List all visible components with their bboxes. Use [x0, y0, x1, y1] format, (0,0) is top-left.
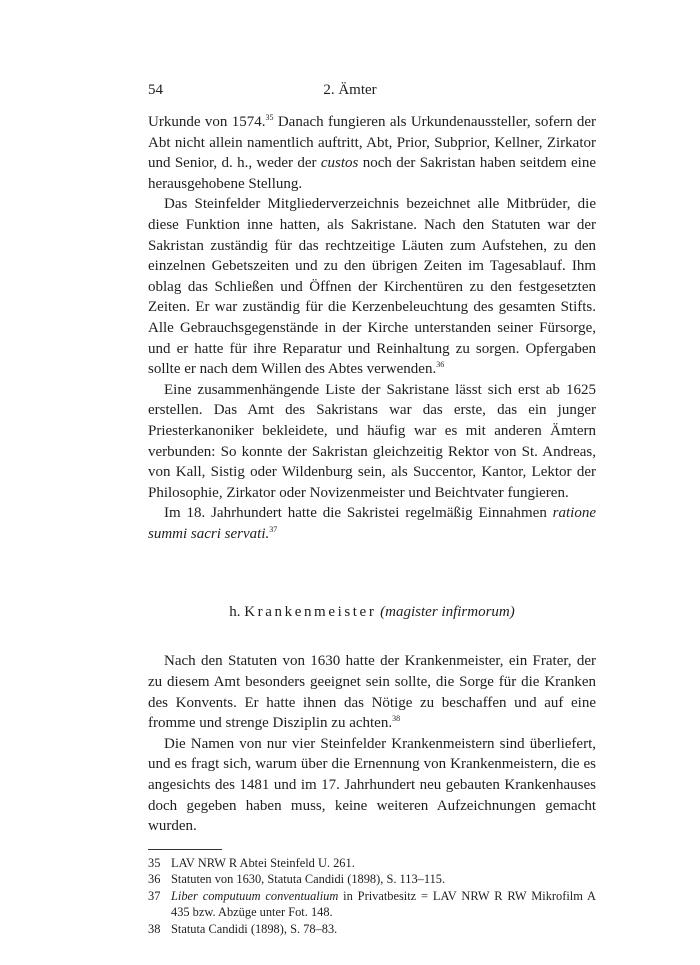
footnote-ref[interactable]: 35 [265, 113, 274, 122]
footnote-ref[interactable]: 36 [436, 360, 445, 370]
footnotes [148, 855, 596, 938]
paragraph: Nach den Statuten von 1630 hatte der Krankenmeister, ein Frater, der zu diesem Amt besonders geeignet sein sollte, die Sorge für die Kranken des Konvents. Er hatte ihnen das Nötige zu beschaffen und auf eine fromme und strenge Disziplin zu achten.$^{38}$ [148, 653, 596, 732]
paragraph: Urkunde von 1574.35 Danach fungieren als Urkundenaussteller, sofern der Abt nicht allein namentlich auftritt, Abt, Prior, Subprior, Kellner, Zirkator und Senior, d. h., weder der custos noch der Sakristan haben seitdem eine herausgehobene Stellung. [148, 113, 597, 192]
paragraph: Im 18. Jahrhundert hatte die Sakristei regelmäßig Einnahmen ratione summi sacri servati.$^{37}$ [148, 505, 596, 542]
footnote: 36 Statuten von 1630, Statuta Candidi (1898), S. 113–115. [148, 872, 446, 887]
section-heading: h. Krankenmeister (magister infirmorum) [229, 604, 515, 621]
section-sakristan [148, 112, 596, 544]
section-krankenmeister [148, 651, 596, 836]
page-number: 54 [148, 82, 163, 98]
footnote: 38 Statuta Candidi (1898), S. 78–83. [148, 921, 338, 936]
paragraph: Eine zusammenhängende Liste der Sakristane lässt sich erst ab 1625 erstellen. Das Amt des Sakristans war das erste, das ein junger Priesterkanoniker bekleidete, und häufig war es mit anderen Ämtern verbunden: So konnte der Sakristan gleichzeitig Rektor von St. Andreas, von Kall, Sistig oder Wildenburg sein, als Succentor, Kantor, Lektor der Philosophie, Zirkator oder Novizenmeister und Beichtvater fungieren. [148, 381, 596, 501]
paragraph: Das Steinfelder Mitgliederverzeichnis bezeichnet alle Mitbrüder, die diese Funktion inne hatten, als Sakristane. Nach den Statuten war der Sakristan zuständig für das rechtzeitige Läuten zum Aufstehen, zu den einzelnen Gebetszeiten und zu den übrigen Zeiten im Tagesablauf. Ihm oblag das Schließen und Öffnen der Kirchentüren zu den festgesetzten Zeiten. Er war zuständig für die Kerzenbeleuchtung des gesamten Stifts. Alle Gebrauchsgegenstände in der Kirche unterstanden seiner Fürsorge, und er hatte für ihre Reparatur und Reinhaltung zu sorgen. Opfergaben sollte er nach dem Willen des Abtes verwenden.$^{36}$ [148, 196, 596, 378]
footnote: 35 LAV NRW R Abtei Steinfeld U. 261. [148, 855, 355, 870]
footnote: 37 Liber computuum conventualium in Privatbesitz = LAV NRW R RW Mikrofilm A 435 bzw. Abzüge unter Fot. 148. [148, 888, 596, 920]
footnote-ref[interactable]: 37 [269, 524, 278, 534]
running-title: 2. Ämter [323, 82, 377, 98]
footnote-ref[interactable]: 38 [392, 714, 401, 724]
paragraph: Die Namen von nur vier Steinfelder Krankenmeistern sind überliefert, und es fragt sich, warum über die Ernennung von Krankenmeistern, die es angesichts des 1481 und im 17. Jahrhundert neu gebauten Krankenhauses doch gegeben haben muss, keine weiteren Aufzeichnungen gemacht wurden. [148, 735, 596, 835]
footnote-separator [148, 849, 222, 850]
text-column [148, 112, 596, 937]
